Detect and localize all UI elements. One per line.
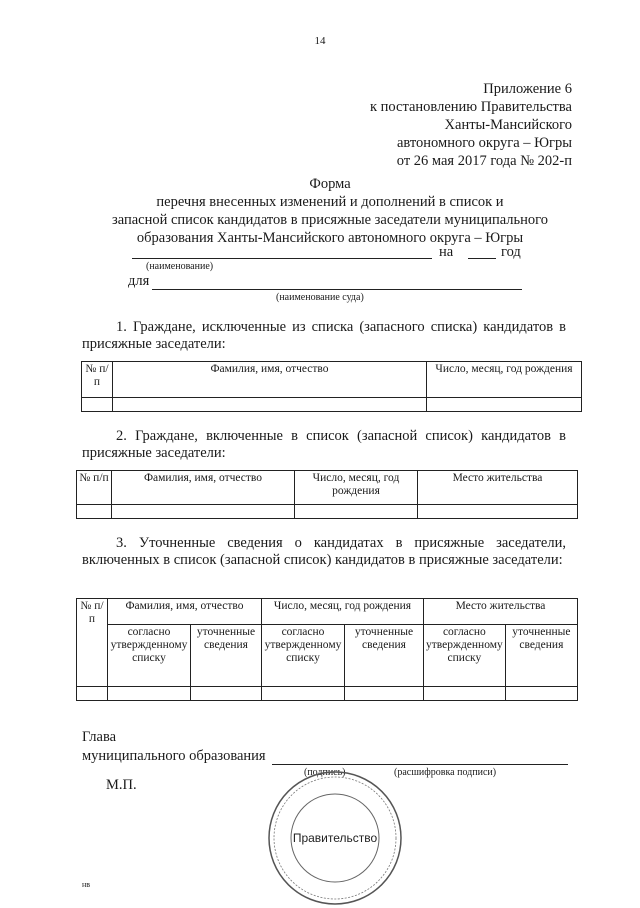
dlya-label: для [128, 273, 150, 289]
table-cell[interactable] [424, 687, 506, 701]
form-title [0, 175, 640, 247]
section2-table [76, 470, 578, 519]
table-row [77, 505, 578, 519]
na-label: на [439, 244, 454, 260]
table-row [82, 398, 582, 412]
col-date-header: Число, месяц, год рождения [295, 471, 418, 505]
section3-table [76, 598, 578, 701]
col-num-header: № п/п [77, 471, 112, 505]
table-cell[interactable] [113, 398, 427, 412]
form-title-line: запасной список кандидатов в присяжные заседатели муниципального [111, 212, 549, 228]
subheader-approved: согласно утвержденному списку [108, 625, 191, 687]
section2-text: 2. Граждане, включенные в список (запасной список) кандидатов в присяжные заседатели: [82, 428, 566, 461]
col-num-header: № п/п [77, 599, 108, 687]
section1-text: 1. Граждане, исключенные из списка (запасного списка) кандидатов в присяжные заседатели: [82, 319, 566, 352]
subheader-approved: согласно утвержденному списку [424, 625, 506, 687]
table-cell[interactable] [295, 505, 418, 519]
footer-mark: нв [82, 880, 91, 889]
subheader-approved: согласно утвержденному списку [262, 625, 345, 687]
mo-label: муниципального образования [82, 748, 266, 764]
table-cell[interactable] [262, 687, 345, 701]
col-fio-header: Фамилия, имя, отчество [113, 362, 427, 398]
appendix-line: к постановлению Правительства [370, 99, 572, 115]
col-place-header: Место жительства [424, 599, 578, 625]
col-place-header: Место жительства [418, 471, 578, 505]
appendix-line: Приложение 6 [483, 81, 572, 97]
form-title-line: Форма [309, 176, 351, 192]
page-number: 14 [314, 35, 326, 47]
col-fio-header: Фамилия, имя, отчество [108, 599, 262, 625]
seal-stamp [265, 768, 405, 908]
appendix-line: от 26 мая 2017 года № 202-п [396, 153, 572, 169]
section3-text: 3. Уточненные сведения о кандидатах в присяжные заседатели, включенных в список (запасной список) кандидатов в присяжные заседатели: [82, 535, 566, 568]
table-cell[interactable] [191, 687, 262, 701]
col-date-header: Число, месяц, год рождения [262, 599, 424, 625]
god-label: год [501, 244, 521, 260]
mp-label: М.П. [106, 777, 137, 793]
table-cell[interactable] [77, 505, 112, 519]
table-cell[interactable] [505, 687, 577, 701]
section1-table [81, 361, 582, 412]
name-underline [132, 244, 432, 259]
appendix-line: автономного округа – Югры [396, 135, 572, 151]
year-underline [468, 244, 496, 259]
table-row [77, 687, 578, 701]
table-cell[interactable] [112, 505, 295, 519]
appendix-line: Ханты-Мансийского [444, 117, 572, 133]
col-date-header: Число, месяц, год рождения [427, 362, 582, 398]
col-fio-header: Фамилия, имя, отчество [112, 471, 295, 505]
signature-underline [272, 750, 568, 765]
table-cell[interactable] [77, 687, 108, 701]
table-cell[interactable] [82, 398, 113, 412]
podpis-caption: (подпись) [304, 767, 346, 778]
table-cell[interactable] [418, 505, 578, 519]
rasshifrovka-caption: (расшифровка подписи) [394, 767, 497, 778]
appendix-block [370, 80, 572, 170]
subheader-updated: уточненные сведения [345, 625, 424, 687]
subheader-updated: уточненные сведения [505, 625, 577, 687]
col-num-header: № п/п [82, 362, 113, 398]
form-title-line: образования Ханты-Мансийского автономного округа – Югры [136, 230, 524, 246]
subheader-updated: уточненные сведения [191, 625, 262, 687]
glava-label: Глава [82, 729, 117, 745]
naimenovanie-caption: (наименование) [146, 261, 214, 272]
stamp-text: Правительство [292, 831, 378, 845]
form-title-line: перечня внесенных изменений и дополнений в список и [156, 194, 504, 210]
court-underline [152, 275, 522, 290]
table-cell[interactable] [108, 687, 191, 701]
table-cell[interactable] [345, 687, 424, 701]
court-caption: (наименование суда) [276, 292, 364, 303]
table-cell[interactable] [427, 398, 582, 412]
